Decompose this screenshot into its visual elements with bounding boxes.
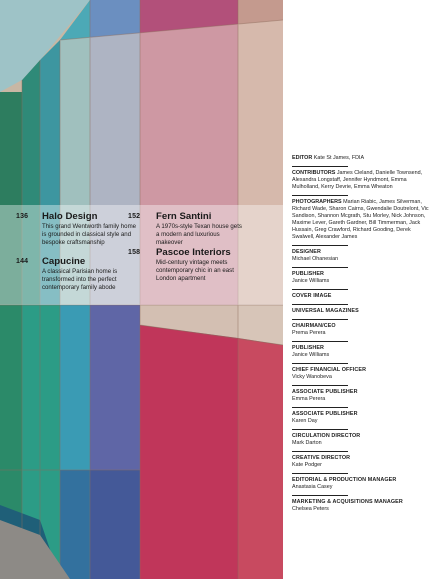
masthead-role: CREATIVE DIRECTOR Kate Podger xyxy=(292,455,351,468)
masthead-editor xyxy=(292,155,430,162)
masthead-role: MARKETING & ACQUISITIONS MANAGER Chelsea Peters xyxy=(292,499,403,512)
masthead-role: ASSOCIATE PUBLISHER Emma Perera xyxy=(292,389,358,402)
entry-description: A classical Parisian home is transformed into the perfect contemporary family abode xyxy=(42,268,118,291)
masthead-label: PHOTOGRAPHERS xyxy=(292,199,342,205)
entry-title: Pascoe Interiors xyxy=(156,247,231,258)
masthead xyxy=(292,155,430,517)
masthead-role: PUBLISHER Janice Williams xyxy=(292,271,330,284)
page-number: 144 xyxy=(16,258,29,265)
page-number: 152 xyxy=(128,213,141,220)
masthead-label: CONTRIBUTORS xyxy=(292,170,336,176)
masthead-role: CIRCULATION DIRECTOR Mark Darton xyxy=(292,433,361,446)
entry-title: Capucine xyxy=(42,256,86,267)
masthead-role: DESIGNER Michael Ohanesian xyxy=(292,249,339,262)
entry-description: Mid-century vintage meets contemporary chic in an east London apartment xyxy=(156,259,234,282)
masthead-name: James Cleland, Danielle Townsend, Alexandra Longstaff, Jennifer Hyndmont, Emma Mulholland, Kerry Devrie, Emma Wheaton xyxy=(292,170,423,190)
masthead-role: CHAIRMAN/CEO Prema Perera xyxy=(292,323,336,336)
masthead-role: CHIEF FINANCIAL OFFICER Vicky Wanobeva xyxy=(292,367,367,380)
page-number: 136 xyxy=(16,213,29,220)
entry-description: This grand Wentworth family home is grounded in classical style and bespoke craftsmanship xyxy=(42,223,137,246)
masthead-roles xyxy=(292,245,430,513)
masthead-role: EDITORIAL & PRODUCTION MANAGER Anastasia Casey xyxy=(292,477,397,490)
entry-title: Halo Design xyxy=(42,211,98,222)
masthead-name: Marian Riabic, James Silverman, Richard Wade, Sharon Cairns, Gwendalie Doutrelont, Vic Sandison, Shannon Mcgrath, Stu Morley, Nick Johnson, Maxime Lever, Gareth Gardner, Bill Timmerman, Jack Hussain, Greg Crawford, Richard Gooding, Derek Swalwell, Alexander James xyxy=(292,199,429,240)
masthead-role: UNIVERSAL MAGAZINES xyxy=(292,308,359,314)
masthead-contributors xyxy=(292,170,430,191)
masthead-role: ASSOCIATE PUBLISHER Karen Day xyxy=(292,411,358,424)
page-number: 158 xyxy=(128,249,141,256)
masthead-role: PUBLISHER Janice Williams xyxy=(292,345,330,358)
entry-title: Fern Santini xyxy=(156,211,212,222)
divider xyxy=(292,195,348,196)
masthead-role: COVER IMAGE xyxy=(292,293,332,299)
masthead-label: EDITOR xyxy=(292,155,313,161)
masthead-name: Kate St James, FDIA xyxy=(313,155,365,161)
divider xyxy=(292,166,348,167)
masthead-photographers xyxy=(292,199,430,241)
entry-description: A 1970s-style Texan house gets a modern and luxurious makeover xyxy=(156,223,242,246)
